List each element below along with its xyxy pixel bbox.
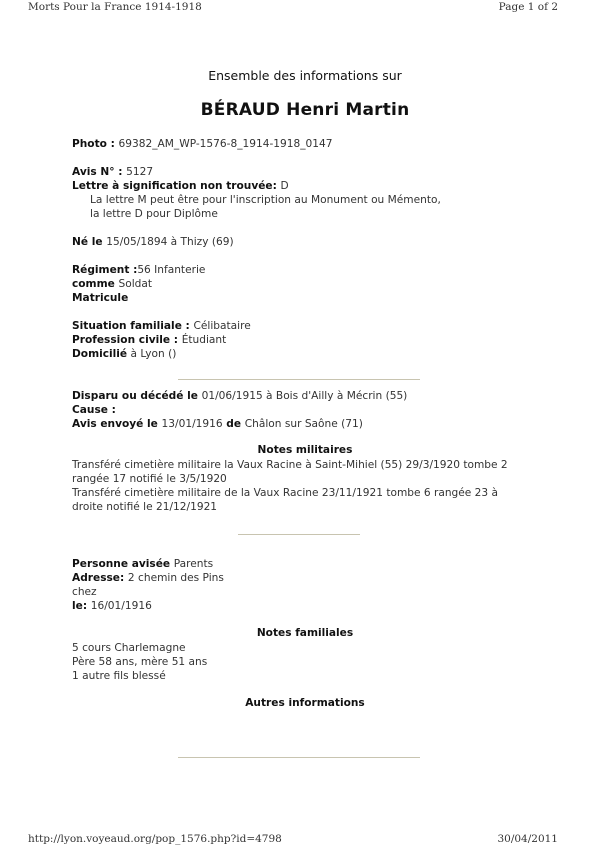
ne-lieu: Thizy (69) [180,236,234,248]
domicile-label: Domicilié [72,348,128,360]
page-number: Page 1 of 2 [498,1,558,13]
note-militaire-line: rangée 17 notifié le 3/5/1920 [72,473,227,485]
domicile-a: à [127,348,141,360]
cause-label: Cause : [72,404,116,416]
note-militaire-line: Transféré cimetière militaire de la Vaux Racine 23/11/1921 tombe 6 rangée 23 à [72,487,499,499]
lettre-note-1: La lettre M peut être pour l'inscription au Monument ou Mémento, [90,194,441,206]
divider-3 [178,757,420,758]
disparu-date: 01/06/1915 [201,390,263,402]
le-label: le: [72,600,91,612]
site-title: Morts Pour la France 1914-1918 [28,1,202,13]
matricule-label: Matricule [72,292,129,304]
note-familiale-line: 5 cours Charlemagne [72,642,186,654]
avis-line [72,165,153,179]
profession-line [72,333,226,347]
naissance-line [72,235,234,249]
disparu-a: à [262,390,276,402]
divider-1 [178,379,420,380]
personne-label: Personne avisée [72,558,174,570]
browser-footer [28,833,558,845]
document-heading: Ensemble des informations sur [208,68,402,83]
avis-envoye-de: de [222,418,245,430]
avise-date-line [72,599,152,613]
avis-envoye-line [72,417,363,431]
avis-envoye-lieu: Châlon sur Saône (71) [244,418,363,430]
disparu-line [72,389,407,403]
lettre-note-2: la lettre D pour Diplôme [90,208,218,220]
autres-informations-title: Autres informations [245,697,365,709]
lettre-label: Lettre à signification non trouvée: [72,180,281,192]
note-militaire-line: Transféré cimetière militaire la Vaux Racine à Saint-Mihiel (55) 29/3/1920 tombe 2 [72,459,508,471]
le-value: 16/01/1916 [90,600,152,612]
adresse-label: Adresse: [72,572,128,584]
ne-a: à [167,236,181,248]
avis-envoye-label: Avis envoyé le [72,418,162,430]
regiment-line [72,263,205,277]
ne-date: 15/05/1894 [106,236,168,248]
comme-value: Soldat [118,278,153,290]
print-date: 30/04/2011 [497,833,558,845]
adresse-line [72,571,224,585]
situation-label: Situation familiale : [72,320,194,332]
page-url[interactable]: http://lyon.voyeaud.org/pop_1576.php?id=4798 [28,833,282,845]
disparu-lieu: Bois d'Ailly à Mécrin (55) [275,390,408,402]
personne-value: Parents [173,558,214,570]
avis-envoye-date: 13/01/1916 [161,418,223,430]
comme-label: comme [72,278,119,290]
domicile-line [72,347,176,361]
comme-line [72,277,152,291]
adresse-value: 2 chemin des Pins [127,572,224,584]
lettre-line [72,179,289,193]
disparu-label: Disparu ou décédé le [72,390,202,402]
note-familiale-line: 1 autre fils blessé [72,670,166,682]
domicile-value: Lyon () [140,348,177,360]
browser-header [28,1,558,13]
notes-familiales-title: Notes familiales [256,627,354,639]
situation-line [72,319,251,333]
ne-label: Né le [72,236,107,248]
regiment-label: Régiment : [72,264,138,276]
photo-label: Photo : [72,138,119,150]
regiment-value: 56 Infanterie [137,264,206,276]
lettre-value: D [280,180,289,192]
profession-value: Étudiant [181,334,227,346]
photo-line [72,137,333,151]
photo-value: 69382_AM_WP-1576-8_1914-1918_0147 [118,138,333,150]
notes-militaires-title: Notes militaires [257,444,353,456]
profession-label: Profession civile : [72,334,182,346]
note-familiale-line: Père 58 ans, mère 51 ans [72,656,208,668]
personne-line [72,557,213,571]
avis-label: Avis N° : [72,166,127,178]
situation-value: Célibataire [193,320,251,332]
divider-2 [238,534,360,535]
note-militaire-line: droite notifié le 21/12/1921 [72,501,218,513]
avis-value: 5127 [126,166,154,178]
chez-text: chez [72,586,97,598]
person-name: BÉRAUD Henri Martin [200,100,410,120]
